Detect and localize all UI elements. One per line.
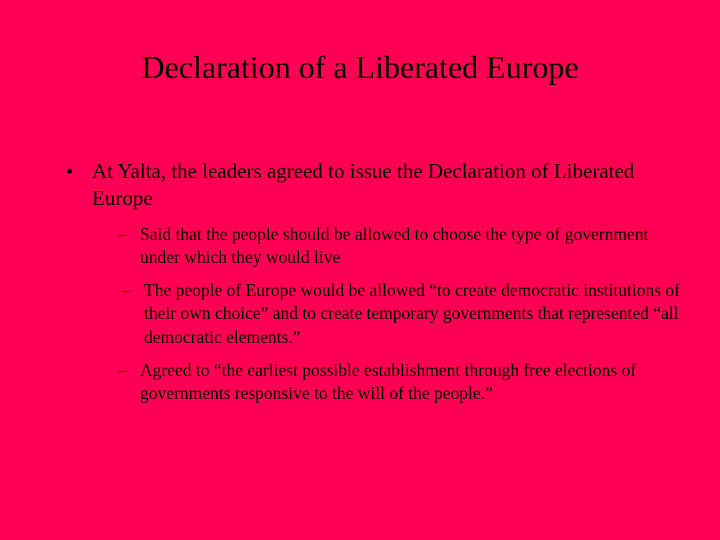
- list-item-text: The people of Europe would be allowed “to create democratic institutions of their own choice” and to create temporary governments that represented “all democratic elements.”: [144, 280, 680, 347]
- list-item: [44, 158, 680, 213]
- dash-marker-icon: –: [118, 359, 127, 380]
- page-title: Declaration of a Liberated Europe: [141, 49, 579, 85]
- dash-marker-icon: –: [122, 280, 131, 301]
- list-item-text: Agreed to “the earliest possible establishment through free elections of governments responsive to the will of the people.”: [140, 359, 637, 404]
- list-item: [44, 279, 680, 349]
- dash-marker-icon: –: [118, 223, 127, 244]
- list-item: [44, 359, 680, 406]
- list-item-text: At Yalta, the leaders agreed to issue the Declaration of Liberated Europe: [92, 159, 635, 211]
- list-item-text: Said that the people should be allowed to choose the type of government under which they would live: [140, 223, 649, 267]
- list-item: [44, 223, 680, 270]
- slide-body: [44, 158, 680, 405]
- bullet-marker-icon: •: [66, 159, 74, 183]
